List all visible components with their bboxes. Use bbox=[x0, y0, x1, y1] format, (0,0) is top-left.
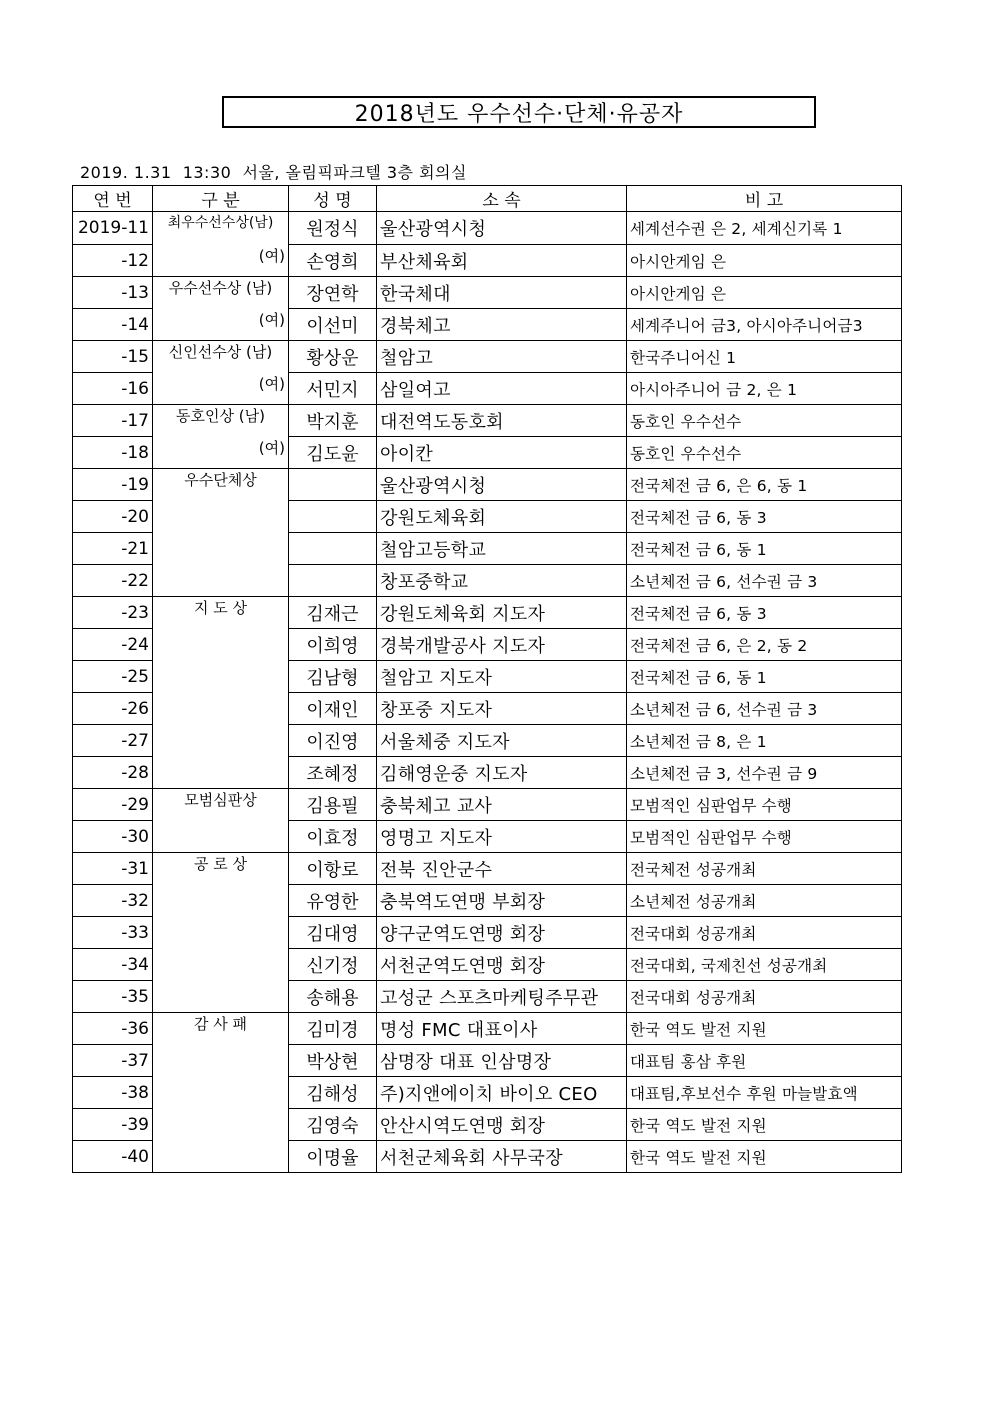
row-category bbox=[153, 949, 289, 981]
row-name: 이선미 bbox=[289, 309, 377, 341]
row-affiliation: 경북체고 bbox=[377, 309, 627, 341]
row-category bbox=[153, 629, 289, 661]
row-name: 김남형 bbox=[289, 661, 377, 693]
row-category: 공 로 상 bbox=[153, 853, 289, 885]
row-category bbox=[153, 757, 289, 789]
row-affiliation: 김해영운중 지도자 bbox=[377, 757, 627, 789]
table-row bbox=[73, 565, 902, 597]
table-row bbox=[73, 245, 902, 277]
row-name: 박지훈 bbox=[289, 405, 377, 437]
row-number: -15 bbox=[73, 341, 153, 373]
row-note: 한국 역도 발전 지원 bbox=[627, 1109, 902, 1141]
row-note: 세계주니어 금3, 아시아주니어금3 bbox=[627, 309, 902, 341]
row-note: 소년체전 금 3, 선수권 금 9 bbox=[627, 757, 902, 789]
row-name: 이희영 bbox=[289, 629, 377, 661]
table-row bbox=[73, 469, 902, 501]
row-note: 전국체전 금 6, 은 6, 동 1 bbox=[627, 469, 902, 501]
row-name: 이진영 bbox=[289, 725, 377, 757]
row-category bbox=[153, 1141, 289, 1173]
row-category bbox=[153, 981, 289, 1013]
table-row bbox=[73, 437, 902, 469]
table-row bbox=[73, 917, 902, 949]
row-name: 신기정 bbox=[289, 949, 377, 981]
row-note: 모범적인 심판업무 수행 bbox=[627, 789, 902, 821]
row-affiliation: 경북개발공사 지도자 bbox=[377, 629, 627, 661]
row-category: 최우수선수상(남) bbox=[153, 212, 289, 245]
row-category: 지 도 상 bbox=[153, 597, 289, 629]
row-affiliation: 고성군 스포츠마케팅주무관 bbox=[377, 981, 627, 1013]
row-note: 한국주니어신 1 bbox=[627, 341, 902, 373]
row-number: -35 bbox=[73, 981, 153, 1013]
row-number: -37 bbox=[73, 1045, 153, 1077]
row-name: 박상현 bbox=[289, 1045, 377, 1077]
row-number: -24 bbox=[73, 629, 153, 661]
table-row bbox=[73, 597, 902, 629]
table-row bbox=[73, 533, 902, 565]
meeting-info: 2019. 1.31 13:30 서울, 올림픽파크텔 3층 회의실 bbox=[80, 163, 467, 182]
table-row bbox=[73, 1077, 902, 1109]
table-row bbox=[73, 501, 902, 533]
row-name: 김용필 bbox=[289, 789, 377, 821]
row-affiliation: 울산광역시청 bbox=[377, 212, 627, 245]
row-name bbox=[289, 469, 377, 501]
table-body bbox=[73, 212, 902, 1173]
row-affiliation: 한국체대 bbox=[377, 277, 627, 309]
column-header-affiliation: 소 속 bbox=[377, 186, 627, 212]
row-name: 이항로 bbox=[289, 853, 377, 885]
row-note: 전국체전 금 6, 동 1 bbox=[627, 533, 902, 565]
row-number: -22 bbox=[73, 565, 153, 597]
row-number: -30 bbox=[73, 821, 153, 853]
row-affiliation: 강원도체육회 bbox=[377, 501, 627, 533]
row-name: 김대영 bbox=[289, 917, 377, 949]
row-category: (여) bbox=[153, 245, 289, 277]
row-affiliation: 영명고 지도자 bbox=[377, 821, 627, 853]
row-category bbox=[153, 1045, 289, 1077]
row-affiliation: 삼명장 대표 인삼명장 bbox=[377, 1045, 627, 1077]
table-row bbox=[73, 1109, 902, 1141]
row-category bbox=[153, 693, 289, 725]
row-number: 2019-11 bbox=[73, 212, 153, 245]
row-category bbox=[153, 885, 289, 917]
table-row bbox=[73, 981, 902, 1013]
row-affiliation: 서천군역도연맹 회장 bbox=[377, 949, 627, 981]
row-number: -25 bbox=[73, 661, 153, 693]
row-number: -32 bbox=[73, 885, 153, 917]
row-name: 유영한 bbox=[289, 885, 377, 917]
column-header-category: 구 분 bbox=[153, 186, 289, 212]
row-note: 전국체전 금 6, 동 1 bbox=[627, 661, 902, 693]
row-affiliation: 울산광역시청 bbox=[377, 469, 627, 501]
row-affiliation: 창포중학교 bbox=[377, 565, 627, 597]
row-note: 전국체전 금 6, 은 2, 동 2 bbox=[627, 629, 902, 661]
row-name: 원정식 bbox=[289, 212, 377, 245]
row-name bbox=[289, 533, 377, 565]
table-row bbox=[73, 341, 902, 373]
document-title: 2018년도 우수선수·단체·유공자 bbox=[222, 96, 816, 128]
row-name: 황상운 bbox=[289, 341, 377, 373]
row-number: -28 bbox=[73, 757, 153, 789]
row-affiliation: 주)지앤에이치 바이오 CEO bbox=[377, 1077, 627, 1109]
row-note: 모범적인 심판업무 수행 bbox=[627, 821, 902, 853]
table-row bbox=[73, 1141, 902, 1173]
row-category bbox=[153, 821, 289, 853]
table-row bbox=[73, 789, 902, 821]
row-note: 동호인 우수선수 bbox=[627, 437, 902, 469]
row-category bbox=[153, 917, 289, 949]
row-category: 신인선수상 (남) bbox=[153, 341, 289, 373]
row-note: 전국체전 성공개최 bbox=[627, 853, 902, 885]
table-row bbox=[73, 757, 902, 789]
row-note: 전국대회 성공개최 bbox=[627, 981, 902, 1013]
row-note: 전국대회 성공개최 bbox=[627, 917, 902, 949]
column-header-name: 성 명 bbox=[289, 186, 377, 212]
row-category bbox=[153, 725, 289, 757]
row-affiliation: 아이칸 bbox=[377, 437, 627, 469]
row-affiliation: 창포중 지도자 bbox=[377, 693, 627, 725]
row-number: -16 bbox=[73, 373, 153, 405]
row-affiliation: 안산시역도연맹 회장 bbox=[377, 1109, 627, 1141]
row-number: -36 bbox=[73, 1013, 153, 1045]
row-note: 소년체전 금 6, 선수권 금 3 bbox=[627, 693, 902, 725]
row-number: -18 bbox=[73, 437, 153, 469]
row-affiliation: 명성 FMC 대표이사 bbox=[377, 1013, 627, 1045]
row-name: 김재근 bbox=[289, 597, 377, 629]
row-note: 소년체전 금 6, 선수권 금 3 bbox=[627, 565, 902, 597]
row-number: -39 bbox=[73, 1109, 153, 1141]
row-note: 동호인 우수선수 bbox=[627, 405, 902, 437]
row-number: -34 bbox=[73, 949, 153, 981]
table-row bbox=[73, 853, 902, 885]
row-name: 송해용 bbox=[289, 981, 377, 1013]
awards-table bbox=[72, 185, 902, 1173]
column-header-note: 비 고 bbox=[627, 186, 902, 212]
row-number: -19 bbox=[73, 469, 153, 501]
row-category: 감 사 패 bbox=[153, 1013, 289, 1045]
row-name bbox=[289, 501, 377, 533]
row-name: 이효정 bbox=[289, 821, 377, 853]
row-affiliation: 부산체육회 bbox=[377, 245, 627, 277]
row-affiliation: 철암고 bbox=[377, 341, 627, 373]
row-affiliation: 전북 진안군수 bbox=[377, 853, 627, 885]
table-row bbox=[73, 949, 902, 981]
table-row bbox=[73, 821, 902, 853]
row-note: 소년체전 금 8, 은 1 bbox=[627, 725, 902, 757]
row-number: -38 bbox=[73, 1077, 153, 1109]
row-affiliation: 철암고 지도자 bbox=[377, 661, 627, 693]
table-row bbox=[73, 661, 902, 693]
row-affiliation: 충북역도연맹 부회장 bbox=[377, 885, 627, 917]
table-row bbox=[73, 212, 902, 245]
table-row bbox=[73, 1045, 902, 1077]
row-category bbox=[153, 565, 289, 597]
row-number: -26 bbox=[73, 693, 153, 725]
row-note: 전국체전 금 6, 동 3 bbox=[627, 501, 902, 533]
row-number: -33 bbox=[73, 917, 153, 949]
row-category: (여) bbox=[153, 373, 289, 405]
row-category: 우수단체상 bbox=[153, 469, 289, 501]
row-note: 전국체전 금 6, 동 3 bbox=[627, 597, 902, 629]
row-category: (여) bbox=[153, 437, 289, 469]
row-note: 세계선수권 은 2, 세계신기록 1 bbox=[627, 212, 902, 245]
row-number: -23 bbox=[73, 597, 153, 629]
row-category bbox=[153, 501, 289, 533]
row-affiliation: 대전역도동호회 bbox=[377, 405, 627, 437]
table-row bbox=[73, 885, 902, 917]
row-name: 김해성 bbox=[289, 1077, 377, 1109]
row-affiliation: 삼일여고 bbox=[377, 373, 627, 405]
row-affiliation: 충북체고 교사 bbox=[377, 789, 627, 821]
row-category: (여) bbox=[153, 309, 289, 341]
row-note: 아시안게임 은 bbox=[627, 245, 902, 277]
row-note: 아시안게임 은 bbox=[627, 277, 902, 309]
row-number: -14 bbox=[73, 309, 153, 341]
row-affiliation: 강원도체육회 지도자 bbox=[377, 597, 627, 629]
row-name: 이명율 bbox=[289, 1141, 377, 1173]
row-category: 우수선수상 (남) bbox=[153, 277, 289, 309]
row-name bbox=[289, 565, 377, 597]
row-note: 소년체전 성공개최 bbox=[627, 885, 902, 917]
table-row bbox=[73, 725, 902, 757]
row-name: 김미경 bbox=[289, 1013, 377, 1045]
row-note: 전국대회, 국제친선 성공개최 bbox=[627, 949, 902, 981]
row-category: 동호인상 (남) bbox=[153, 405, 289, 437]
row-number: -40 bbox=[73, 1141, 153, 1173]
row-number: -20 bbox=[73, 501, 153, 533]
table-row bbox=[73, 693, 902, 725]
table-row bbox=[73, 1013, 902, 1045]
row-affiliation: 서울체중 지도자 bbox=[377, 725, 627, 757]
row-name: 서민지 bbox=[289, 373, 377, 405]
column-header-number: 연 번 bbox=[73, 186, 153, 212]
row-note: 대표팀 홍삼 후원 bbox=[627, 1045, 902, 1077]
row-affiliation: 철암고등학교 bbox=[377, 533, 627, 565]
row-name: 장연학 bbox=[289, 277, 377, 309]
table-row bbox=[73, 277, 902, 309]
row-category bbox=[153, 1077, 289, 1109]
row-number: -29 bbox=[73, 789, 153, 821]
row-category bbox=[153, 661, 289, 693]
row-number: -21 bbox=[73, 533, 153, 565]
row-number: -13 bbox=[73, 277, 153, 309]
row-number: -17 bbox=[73, 405, 153, 437]
row-number: -27 bbox=[73, 725, 153, 757]
table-header-row bbox=[73, 186, 902, 212]
row-name: 김도윤 bbox=[289, 437, 377, 469]
row-affiliation: 양구군역도연맹 회장 bbox=[377, 917, 627, 949]
table-row bbox=[73, 309, 902, 341]
row-number: -31 bbox=[73, 853, 153, 885]
row-name: 손영희 bbox=[289, 245, 377, 277]
row-note: 한국 역도 발전 지원 bbox=[627, 1141, 902, 1173]
row-note: 아시아주니어 금 2, 은 1 bbox=[627, 373, 902, 405]
row-note: 한국 역도 발전 지원 bbox=[627, 1013, 902, 1045]
table-row bbox=[73, 405, 902, 437]
row-affiliation: 서천군체육회 사무국장 bbox=[377, 1141, 627, 1173]
row-note: 대표팀,후보선수 후원 마늘발효액 bbox=[627, 1077, 902, 1109]
row-category bbox=[153, 533, 289, 565]
row-name: 이재인 bbox=[289, 693, 377, 725]
table-row bbox=[73, 373, 902, 405]
row-name: 조혜정 bbox=[289, 757, 377, 789]
row-category bbox=[153, 1109, 289, 1141]
table-row bbox=[73, 629, 902, 661]
row-name: 김영숙 bbox=[289, 1109, 377, 1141]
row-number: -12 bbox=[73, 245, 153, 277]
row-category: 모범심판상 bbox=[153, 789, 289, 821]
